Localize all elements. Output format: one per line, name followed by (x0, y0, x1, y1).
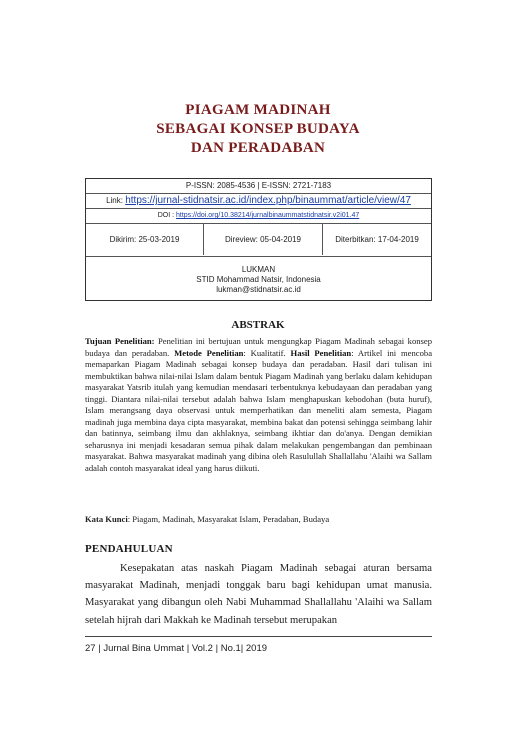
author-row (86, 257, 431, 300)
method-label: Metode Penelitian (174, 347, 244, 358)
doi-label: DOI : (157, 212, 176, 219)
link-label: Link: (106, 196, 126, 205)
link-row (86, 194, 431, 209)
abstract-body (85, 336, 432, 475)
purpose-text: Penelitian ini bertujuan untuk mengungkap Piagam Madinah sebagai konsep budaya dan peradaban. (85, 336, 432, 358)
author-email: lukman@stidnatsir.ac.id (216, 285, 301, 294)
results-label: Hasil Penelitian (290, 347, 352, 358)
page-footer: 27 | Jurnal Bina Ummat | Vol.2 | No.1| 2019 (85, 643, 268, 654)
title-line-3: DAN PERADABAN (190, 140, 326, 156)
title-line-1: PIAGAM MADINAH (185, 102, 331, 118)
section-heading: PENDAHULUAN (85, 543, 173, 555)
article-link[interactable]: https://jurnal-stidnatsir.ac.id/index.php/binaummat/article/view/47 (125, 195, 411, 206)
abstract-heading: ABSTRAK (231, 319, 285, 331)
article-title (0, 101, 516, 158)
published-date: Diterbitkan: 17-04-2019 (335, 235, 419, 244)
author-affiliation: STID Mohammad Natsir, Indonesia (196, 275, 321, 284)
results-text: : Artikel ini mencoba memaparkan Piagam Madinah sebagai konsep budaya dan peradaban. Hasil dari tulisan ini membuktikan bahwa nilai-nilai Islam dalam bentuk Piagam Madinah yang berlaku dalam kehidupan masyarakat Yatsrib itulah yang kemudian mendasari terbentuknya kebudayaan dan peradaban yang tinggi. Diantara nilai-nilai tersebut adalah bahwa Islam menghapuskan kebodohan (buta huruf), Islam merangsang daya observasi untuk memperhatikan dan meneliti alam semesta, Piagam madinah juga membina daya cipta masyarakat, membina bakat dan potensi sehingga seimbang lahir dan batinnya, seimbang ilmu dan akhlaknya, seimbang ikhtiar dan do'anya. Dengan demikian seharusnya ini menjadi kesadaran semua pihak dalam melakukan pengembangan dan pembinaan masyarakat. Bahwa masyarakat madinah yang dibina oleh Rasulullah Shallallahu 'Alaihi wa Sallam adalah contoh masyarakat ideal yang harus diikuti. (85, 347, 433, 474)
submitted-date: Dikirim: 25-03-2019 (86, 224, 204, 255)
keywords (85, 514, 432, 526)
dates-row (86, 224, 431, 257)
article-info-box (85, 178, 432, 301)
keywords-label: Kata Kunci (85, 514, 128, 524)
title-line-2: SEBAGAI KONSEP BUDAYA (156, 121, 360, 137)
author-name: LUKMAN (241, 265, 276, 274)
doi-link[interactable]: https://doi.org/10.38214/jurnalbinaummatstidnatsir.v2i01.47 (175, 212, 360, 219)
issn-row (86, 179, 431, 194)
footer-divider (85, 636, 432, 637)
method-text: : Kualitatif. (243, 347, 291, 358)
issn-text: P-ISSN: 2085-4536 | E-ISSN: 2721-7183 (185, 181, 332, 190)
reviewed-date: Direview: 05-04-2019 (204, 224, 323, 255)
purpose-label: Tujuan Penelitian: (85, 336, 155, 346)
doi-row (86, 209, 431, 224)
keywords-text: : Piagam, Madinah, Masyarakat Islam, Peradaban, Budaya (127, 514, 330, 524)
section-body: Kesepakatan atas naskah Piagam Madinah sebagai aturan bersama masyarakat Madinah, menjadi tonggak baru bagi kehidupan umat manusia. Masyarakat yang dibangun oleh Nabi Muhammad Shallallahu 'Alaihi wa Sallam setelah hijrah dari Makkah ke Madinah tersebut merupakan (85, 563, 432, 626)
